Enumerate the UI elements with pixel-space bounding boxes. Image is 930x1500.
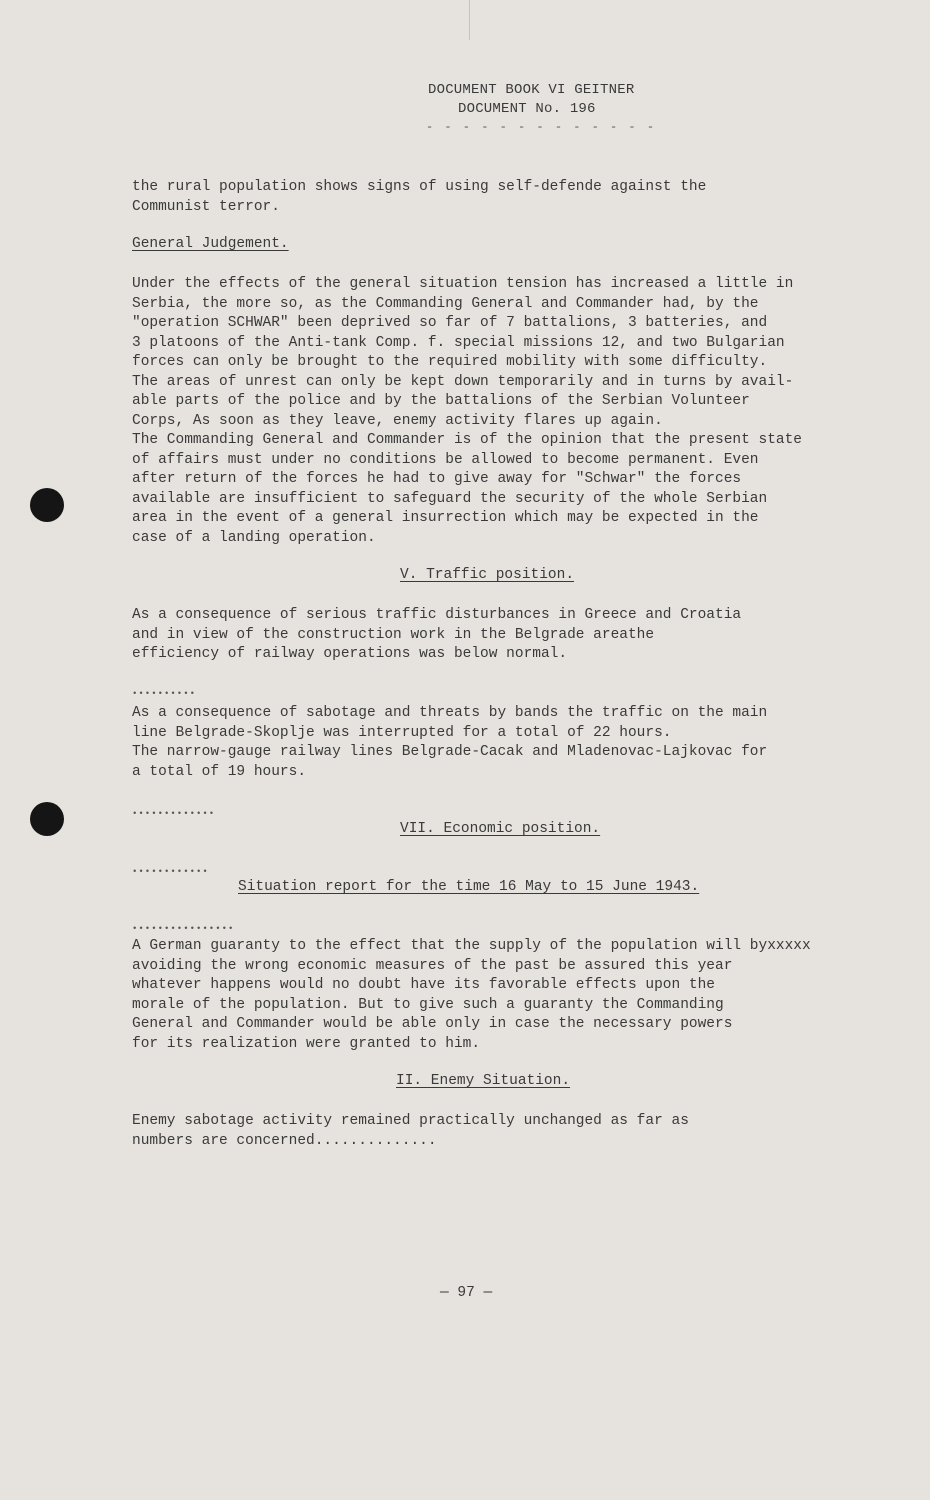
text-line: A German guaranty to the effect that the supply of the population will byxxxxx xyxy=(132,938,811,954)
dot-separator: •••••••••••••••• xyxy=(132,924,235,934)
text-line: forces can only be brought to the required mobility with some difficulty. xyxy=(132,354,768,370)
text-line: able parts of the police and by the battalions of the Serbian Volunteer xyxy=(132,393,750,409)
text-line: case of a landing operation. xyxy=(132,529,376,546)
intro-paragraph xyxy=(132,178,872,217)
text-line: and in view of the construction work in the Belgrade areathe xyxy=(132,626,655,643)
enemy-paragraph xyxy=(132,1112,872,1151)
text-line: a total of 19 hours. xyxy=(132,763,307,780)
traffic-paragraph-2 xyxy=(132,704,872,782)
text-line: Enemy sabotage activity remained practically unchanged as far as xyxy=(132,1113,689,1129)
punch-hole-upper xyxy=(30,488,64,522)
text-line: The areas of unrest can only be kept down temporarily and in turns by avail- xyxy=(132,373,794,390)
situation-report-subtitle: Situation report for the time 16 May to 15 June 1943. xyxy=(238,879,700,895)
text-line: available are insufficient to safeguard the security of the whole Serbian xyxy=(132,490,768,507)
text-line: line Belgrade-Skoplje was interrupted for a total of 22 hours. xyxy=(132,724,672,741)
text-line: Under the effects of the general situation tension has increased a little in xyxy=(132,276,794,292)
text-line: Communist terror. xyxy=(132,198,280,215)
punch-hole-lower xyxy=(30,802,64,836)
header-rule: - - - - - - - - - - - - - xyxy=(426,120,657,134)
fold-mark xyxy=(469,0,470,40)
section-title-judgement: General Judgement. xyxy=(132,236,289,252)
section-title-enemy: II. Enemy Situation. xyxy=(396,1073,571,1089)
page-number: — 97 — xyxy=(440,1285,493,1301)
text-line: The narrow-gauge railway lines Belgrade-Cacak and Mladenovac-Lajkovac for xyxy=(132,744,768,760)
dot-separator: ••••••••••••• xyxy=(132,809,216,819)
judgement-paragraph-2 xyxy=(132,431,872,548)
document-book-title: DOCUMENT BOOK VI GEITNER xyxy=(428,82,635,98)
text-line: of affairs must under no conditions be allowed to become permanent. Even xyxy=(132,451,759,468)
dot-separator: •••••••••• xyxy=(132,689,197,699)
economic-paragraph xyxy=(132,937,872,1054)
text-line: morale of the population. But to give such a guaranty the Commanding xyxy=(132,996,724,1013)
text-line: Serbia, the more so, as the Commanding General and Commander had, by the xyxy=(132,295,759,312)
text-line: General and Commander would be able only in case the necessary powers xyxy=(132,1016,733,1032)
text-line: "operation SCHWAR" been deprived so far of 7 battalions, 3 batteries, and xyxy=(132,315,768,331)
text-line: Corps, As soon as they leave, enemy activity flares up again. xyxy=(132,412,663,429)
section-title-economic: VII. Economic position. xyxy=(400,821,601,837)
text-line: efficiency of railway operations was below normal. xyxy=(132,646,568,662)
traffic-paragraph-1 xyxy=(132,606,872,665)
text-line: numbers are concerned.............. xyxy=(132,1132,437,1149)
text-line: The Commanding General and Commander is of the opinion that the present state xyxy=(132,432,803,448)
dot-separator: •••••••••••• xyxy=(132,867,209,877)
judgement-paragraph-1 xyxy=(132,275,872,431)
text-line: the rural population shows signs of using self-defende against the xyxy=(132,179,707,195)
text-line: area in the event of a general insurrection which may be expected in the xyxy=(132,510,759,526)
text-line: As a consequence of sabotage and threats by bands the traffic on the main xyxy=(132,705,768,721)
text-line: whatever happens would no doubt have its favorable effects upon the xyxy=(132,977,715,993)
text-line: As a consequence of serious traffic disturbances in Greece and Croatia xyxy=(132,607,742,623)
section-title-traffic: V. Traffic position. xyxy=(400,567,575,583)
document-number: DOCUMENT No. 196 xyxy=(458,101,596,117)
text-line: avoiding the wrong economic measures of the past be assured this year xyxy=(132,957,733,974)
text-line: after return of the forces he had to give away for "Schwar" the forces xyxy=(132,471,742,487)
text-line: for its realization were granted to him. xyxy=(132,1035,481,1052)
text-line: 3 platoons of the Anti-tank Comp. f. special missions 12, and two Bulgarian xyxy=(132,334,785,351)
